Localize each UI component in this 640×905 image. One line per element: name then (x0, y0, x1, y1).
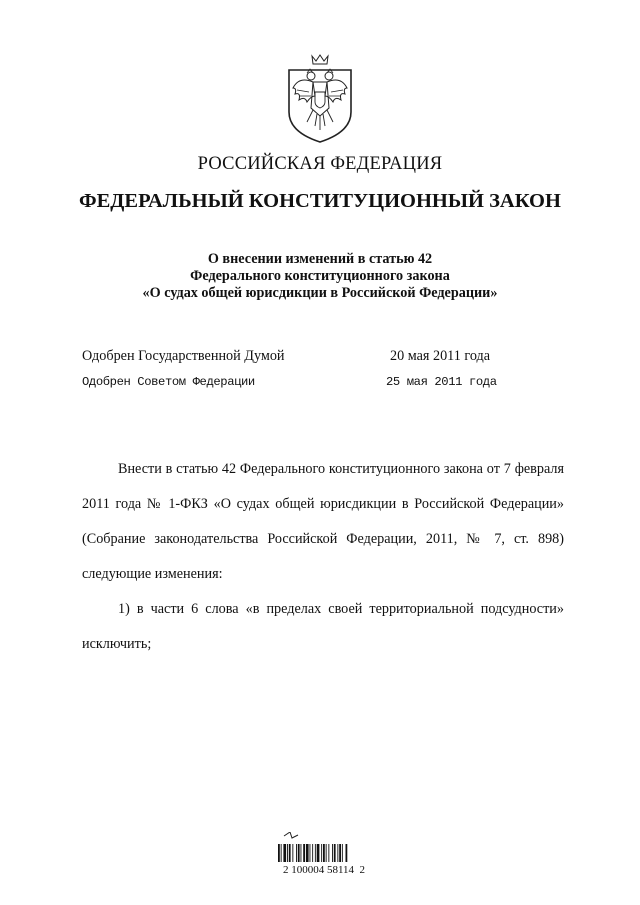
approval-duma-label: Одобрен Государственной Думой (82, 348, 285, 364)
approval-council-date: 25 мая 2011 года (386, 375, 497, 389)
law-title-line-1: О внесении изменений в статью 42 (207, 251, 433, 267)
country-name: РОССИЙСКАЯ ФЕДЕРАЦИЯ (197, 154, 443, 174)
law-title-line-2: Федерального конституционного закона (190, 268, 450, 284)
body-paragraph-1: Внести в статью 42 Федерального конституционного закона от 7 февраля 2011 года № 1-ФКЗ «О судах общей юрисдикции в Российской Федерации» (Собрание законодательства Российской Федерации, 2011, № 7, ст. 898) следующие изменения: (82, 461, 564, 582)
approval-council-label: Одобрен Советом Федерации (82, 375, 255, 389)
body-paragraph-2: 1) в части 6 слова «в пределах своей территориальной подсудности» исключить; (82, 601, 564, 652)
law-type-heading: ФЕДЕРАЛЬНЫЙ КОНСТИТУЦИОННЫЙ ЗАКОН (79, 190, 561, 212)
barcode-number: 2 100004 58114 2 (282, 864, 366, 876)
approval-duma-date: 20 мая 2011 года (390, 348, 491, 364)
coat-of-arms-icon (283, 52, 357, 144)
law-title-line-3: «О судах общей юрисдикции в Российской Федерации» (142, 285, 498, 301)
